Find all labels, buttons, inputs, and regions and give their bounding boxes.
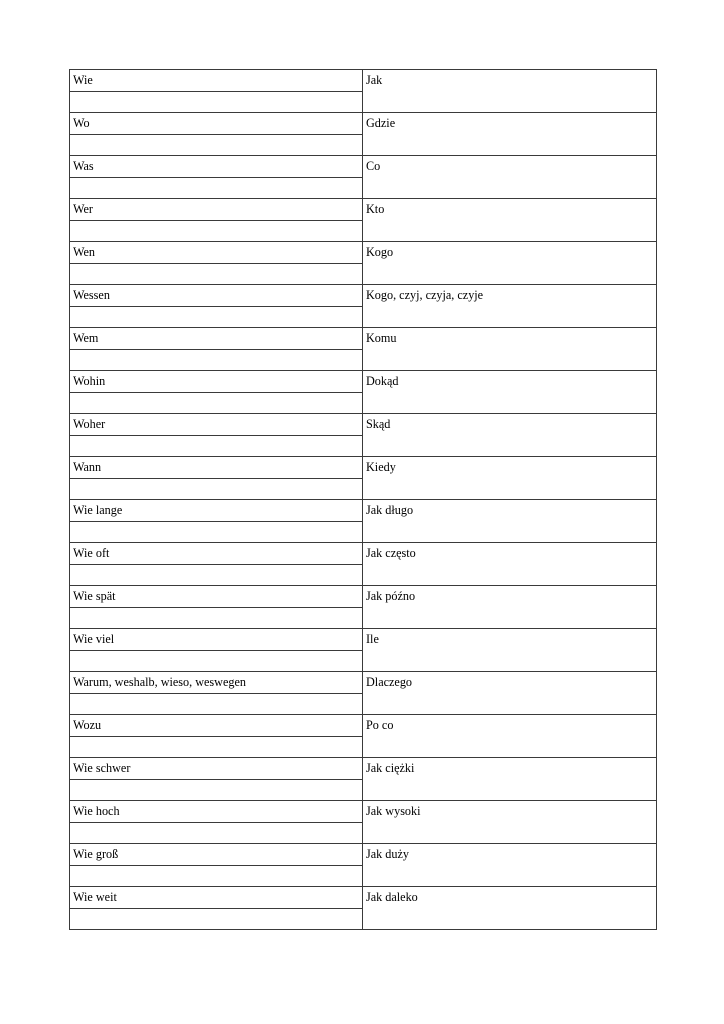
polish-translation-cell: Komu [363, 328, 657, 371]
table-row [70, 70, 657, 92]
polish-translation-cell: Dokąd [363, 371, 657, 414]
german-word-cell: Wozu [70, 715, 363, 737]
blank-answer-cell [70, 909, 363, 930]
polish-translation-cell: Skąd [363, 414, 657, 457]
blank-answer-cell [70, 178, 363, 199]
polish-translation-cell: Kiedy [363, 457, 657, 500]
blank-answer-cell [70, 92, 363, 113]
german-word-cell: Wie weit [70, 887, 363, 909]
polish-translation-cell: Jak ciężki [363, 758, 657, 801]
polish-translation-cell: Jak daleko [363, 887, 657, 930]
blank-answer-cell [70, 135, 363, 156]
polish-translation-cell: Jak późno [363, 586, 657, 629]
table-row [70, 586, 657, 608]
german-word-cell: Wie schwer [70, 758, 363, 780]
table-row [70, 500, 657, 522]
blank-answer-cell [70, 651, 363, 672]
vocabulary-table-body [70, 70, 657, 930]
polish-translation-cell: Po co [363, 715, 657, 758]
blank-answer-cell [70, 264, 363, 285]
polish-translation-cell: Ile [363, 629, 657, 672]
polish-translation-cell: Kto [363, 199, 657, 242]
german-word-cell: Wie spät [70, 586, 363, 608]
blank-answer-cell [70, 866, 363, 887]
table-row [70, 371, 657, 393]
table-row [70, 801, 657, 823]
blank-answer-cell [70, 350, 363, 371]
blank-answer-cell [70, 307, 363, 328]
blank-answer-cell [70, 694, 363, 715]
table-row [70, 543, 657, 565]
german-word-cell: Warum, weshalb, wieso, weswegen [70, 672, 363, 694]
german-word-cell: Wen [70, 242, 363, 264]
table-row [70, 199, 657, 221]
german-word-cell: Was [70, 156, 363, 178]
blank-answer-cell [70, 823, 363, 844]
polish-translation-cell: Kogo [363, 242, 657, 285]
table-row [70, 414, 657, 436]
blank-answer-cell [70, 436, 363, 457]
blank-answer-cell [70, 737, 363, 758]
blank-answer-cell [70, 565, 363, 586]
table-row [70, 285, 657, 307]
german-word-cell: Wohin [70, 371, 363, 393]
table-row [70, 844, 657, 866]
polish-translation-cell: Dlaczego [363, 672, 657, 715]
german-word-cell: Wer [70, 199, 363, 221]
german-word-cell: Wessen [70, 285, 363, 307]
polish-translation-cell: Kogo, czyj, czyja, czyje [363, 285, 657, 328]
polish-translation-cell: Jak długo [363, 500, 657, 543]
german-word-cell: Wie oft [70, 543, 363, 565]
blank-answer-cell [70, 221, 363, 242]
blank-answer-cell [70, 780, 363, 801]
blank-answer-cell [70, 393, 363, 414]
german-word-cell: Wie viel [70, 629, 363, 651]
german-word-cell: Wann [70, 457, 363, 479]
blank-answer-cell [70, 608, 363, 629]
blank-answer-cell [70, 479, 363, 500]
table-row [70, 457, 657, 479]
german-word-cell: Wie lange [70, 500, 363, 522]
table-row [70, 629, 657, 651]
german-word-cell: Wie hoch [70, 801, 363, 823]
table-row [70, 113, 657, 135]
table-row [70, 242, 657, 264]
table-row [70, 328, 657, 350]
polish-translation-cell: Jak wysoki [363, 801, 657, 844]
polish-translation-cell: Co [363, 156, 657, 199]
german-word-cell: Wie [70, 70, 363, 92]
german-word-cell: Wem [70, 328, 363, 350]
table-row [70, 715, 657, 737]
table-row [70, 887, 657, 909]
table-row [70, 156, 657, 178]
polish-translation-cell: Gdzie [363, 113, 657, 156]
polish-translation-cell: Jak często [363, 543, 657, 586]
polish-translation-cell: Jak duży [363, 844, 657, 887]
table-row [70, 758, 657, 780]
vocabulary-table [69, 69, 657, 930]
german-word-cell: Wo [70, 113, 363, 135]
german-word-cell: Woher [70, 414, 363, 436]
table-row [70, 672, 657, 694]
blank-answer-cell [70, 522, 363, 543]
polish-translation-cell: Jak [363, 70, 657, 113]
german-word-cell: Wie groß [70, 844, 363, 866]
